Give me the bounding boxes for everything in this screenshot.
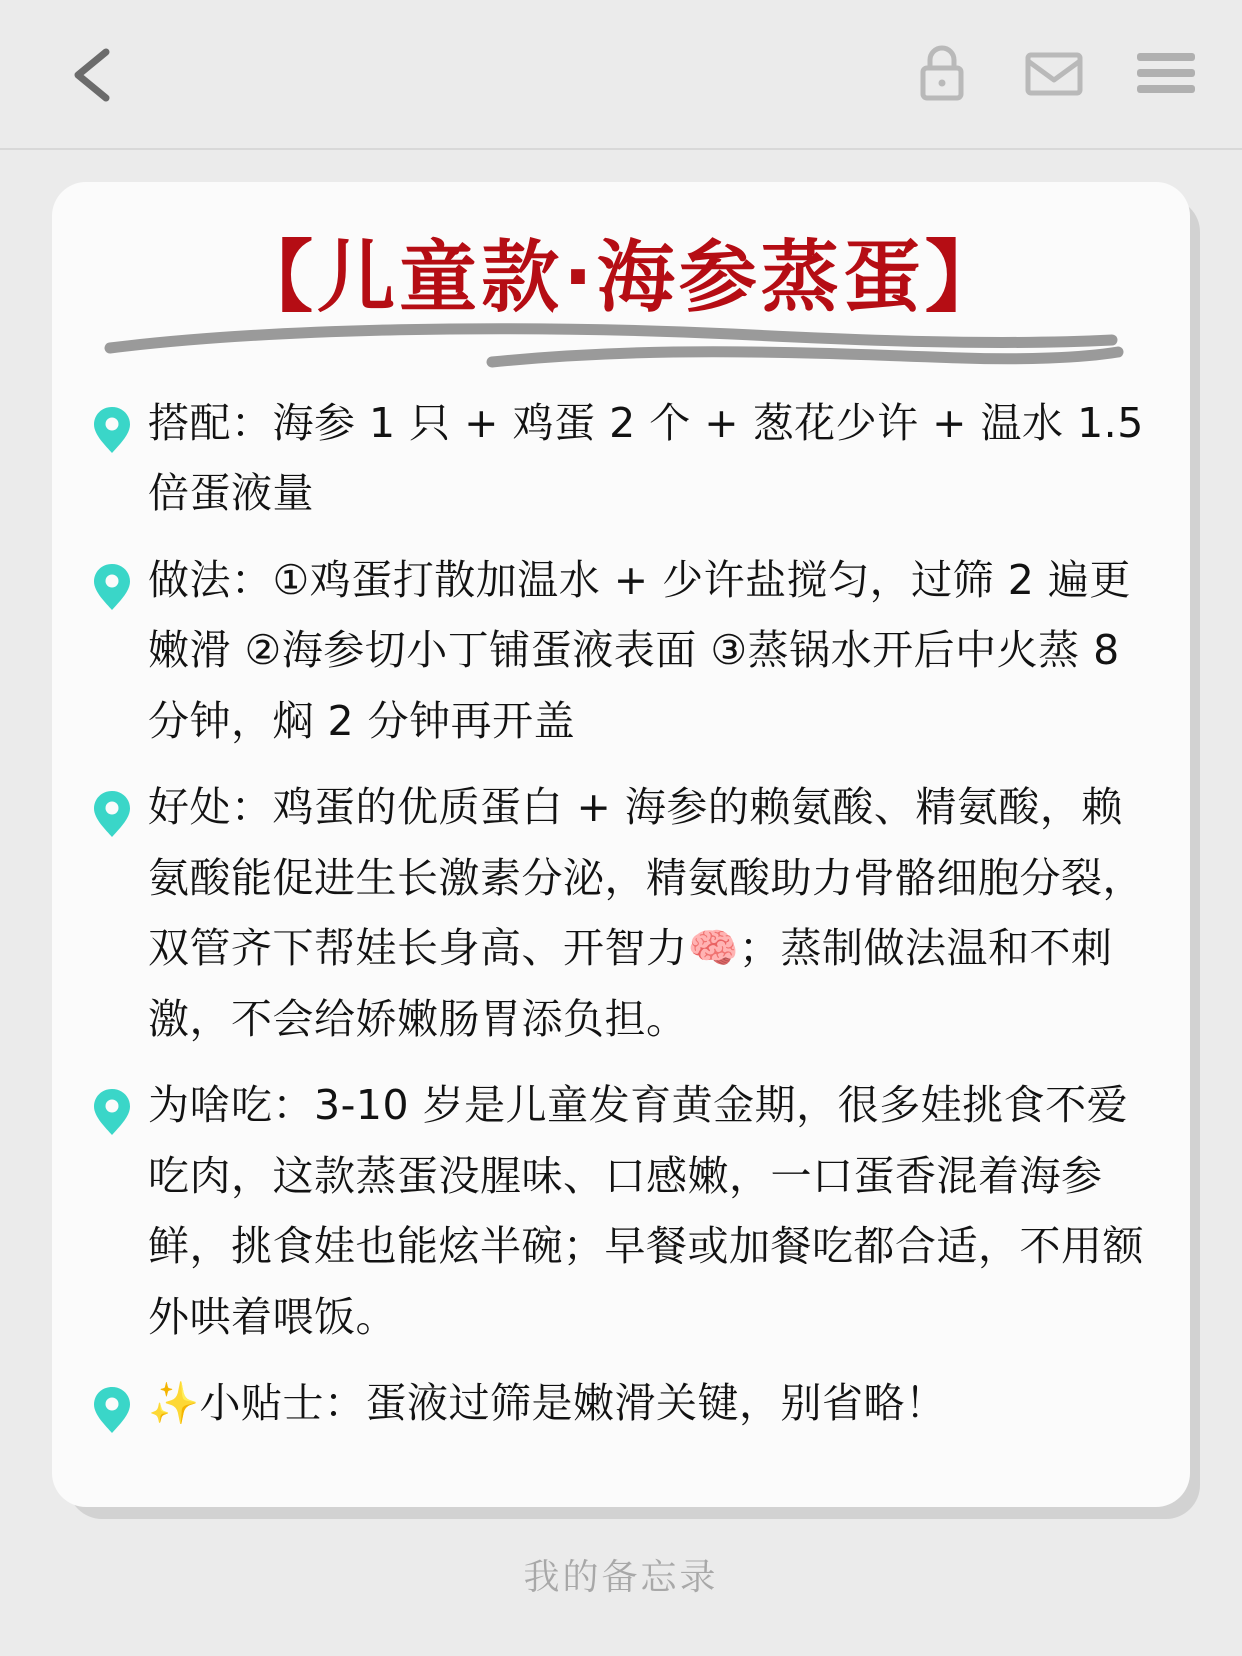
- location-pin-icon: [92, 1086, 144, 1138]
- list-item-text: ✨小贴士：蛋液过筛是嫩滑关键，别省略！: [148, 1379, 947, 1428]
- list-item: [92, 1070, 1150, 1352]
- list-item-text: 好处：鸡蛋的优质蛋白 + 海参的赖氨酸、精氨酸，赖氨酸能促进生长激素分泌，精氨酸助力骨骼细胞分裂，双管齐下帮娃长身高、开智力🧠；蒸制做法温和不刺激，不会给娇嫩肠胃添负担。: [148, 783, 1144, 1043]
- mail-button[interactable]: [1024, 44, 1084, 106]
- list-item: [92, 388, 1150, 529]
- top-bar-actions: [912, 44, 1196, 106]
- location-pin-icon: [92, 404, 144, 456]
- mail-icon: [1024, 47, 1084, 104]
- location-pin-icon: [92, 788, 144, 840]
- title-underline-scribble: [92, 318, 1150, 374]
- list-item: [92, 1368, 1150, 1439]
- top-navigation-bar: [0, 0, 1242, 150]
- list-item: [92, 772, 1150, 1054]
- lock-button[interactable]: [912, 44, 972, 106]
- list-item: [92, 545, 1150, 757]
- hamburger-menu-icon: [1135, 49, 1197, 102]
- back-button[interactable]: [62, 44, 124, 106]
- chevron-left-icon: [62, 44, 124, 106]
- note-card: [52, 182, 1190, 1507]
- lock-icon: [916, 42, 968, 109]
- menu-button[interactable]: [1136, 44, 1196, 106]
- note-card-container: [52, 182, 1190, 1507]
- page-title: 【儿童款·海参蒸蛋】: [235, 233, 1007, 323]
- footer-label: 我的备忘录: [523, 1556, 719, 1598]
- list-item-text: 做法：①鸡蛋打散加温水 + 少许盐搅匀，过筛 2 遍更嫩滑 ②海参切小丁铺蛋液表面 ③蒸锅水开后中火蒸 8 分钟，焖 2 分钟再开盖: [148, 555, 1131, 745]
- location-pin-icon: [92, 561, 144, 613]
- location-pin-icon: [92, 1384, 144, 1436]
- note-item-list: [92, 388, 1150, 1439]
- list-item-text: 为啥吃：3-10 岁是儿童发育黄金期，很多娃挑食不爱吃肉，这款蒸蛋没腥味、口感嫩，一口蛋香混着海参鲜，挑食娃也能炫半碗；早餐或加餐吃都合适，不用额外哄着喂饭。: [148, 1081, 1144, 1341]
- list-item-text: 搭配：海参 1 只 + 鸡蛋 2 个 + 葱花少许 + 温水 1.5 倍蛋液量: [148, 398, 1144, 518]
